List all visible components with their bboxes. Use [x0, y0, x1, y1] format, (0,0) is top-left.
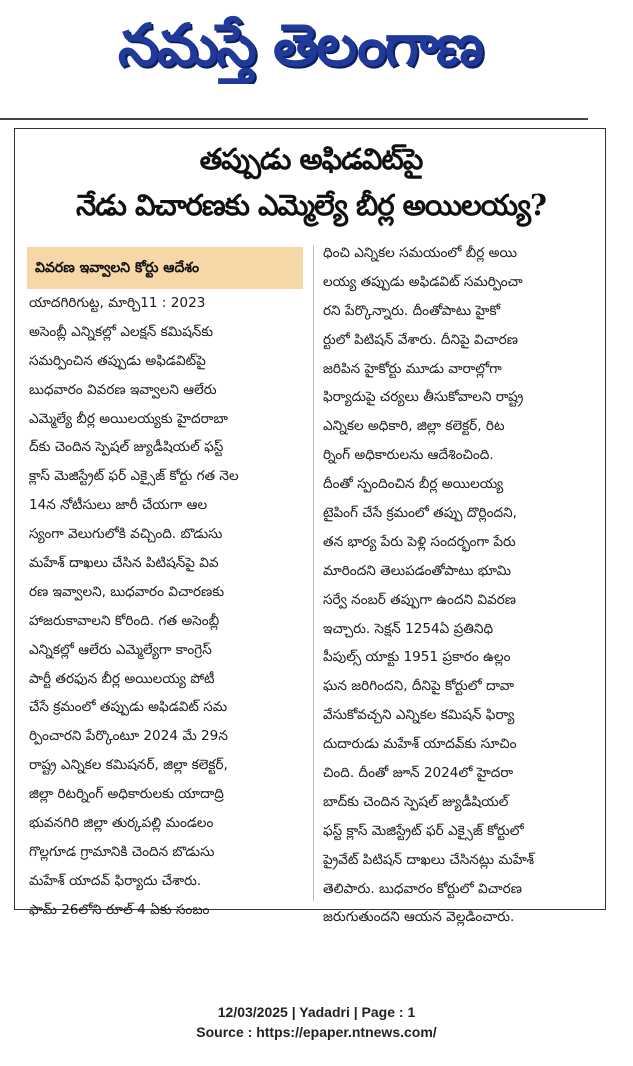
article-text-line: ప్రైవేట్ పిటిషన్ దాఖలు చేసినట్లు మహేశ్ — [323, 851, 535, 868]
article-column-1 — [29, 289, 307, 925]
article-text-line: బుధవారం వివరణ ఇవ్వాలని ఆలేరు — [29, 381, 217, 398]
source-line: Source : https://epaper.ntnews.com/ — [196, 1024, 437, 1040]
article-text-line: చింది. దీంతో జూన్ 2024లో హైదరా — [323, 765, 514, 782]
column-divider — [313, 245, 314, 901]
article-text-line: ర్టులో పిటిషన్ వేశారు. దీనిపై విచారణ — [323, 331, 518, 348]
article-text-line: మహేశ్ యాదవ్ ఫిర్యాదు చేశారు. — [29, 872, 202, 889]
article-text-line: ధించి ఎన్నికల సమయంలో బీర్ల అయి — [323, 245, 517, 261]
article-text-line: సమర్పించిన తప్పుడు అఫిడవిట్‌పై — [29, 352, 206, 369]
article-text-line: జరుగుతుందని ఆయన వెల్లడించారు. — [323, 909, 515, 926]
article-column-2 — [323, 239, 595, 932]
article-text-line: మారిందని తెలుపడంతోపాటు భూమి — [323, 562, 511, 579]
article-text-line: 14న నోటీసులు జారీ చేయగా ఆల — [29, 497, 208, 514]
article-text-line: ర్నింగ్ అధికారులను ఆదేశించింది. — [323, 447, 494, 464]
article-text-line: చేసే క్రమంలో తప్పుడు అఫిడవిట్ సమ — [29, 699, 228, 716]
article-text-line: వేసుకోవచ్చని ఎన్నికల కమిషన్ ఫిర్యా — [323, 707, 515, 724]
article-text-line: పీపుల్స్ యాక్టు 1951 ప్రకారం ఉల్లం — [323, 649, 511, 666]
article-text-line: హాజరుకావాలని కోరింది. గత అసెంబ్లీ — [29, 612, 220, 629]
masthead-rule — [0, 118, 588, 120]
article-text-line: ఫిర్యాదుపై చర్యలు తీసుకోవాలని రాష్ట్ర — [323, 389, 524, 406]
article-text-line: సర్వే నంబర్ తప్పుగా ఉందని వివరణ — [323, 591, 517, 608]
article-text-line: ర్పించారని పేర్కొంటూ 2024 మే 29న — [29, 728, 228, 745]
article-text-line: దుదారుడు మహేశ్ యాదవ్‌కు సూచిం — [323, 736, 517, 753]
article-text-line: ఇచ్చారు. సెక్షన్ 1254ఏ ప్రతినిధి — [323, 620, 494, 637]
article-text-line: ఎన్నికల అధికారి, జిల్లా కలెక్టర్, రిట — [323, 418, 505, 435]
article-text-line: తన భార్య పేరు పెళ్లి సందర్భంగా పేరు — [323, 533, 516, 550]
article-text-line: యాదగిరిగుట్ట, మార్చి11 : 2023 — [29, 295, 206, 311]
article-text-line: బాద్‌కు చెందిన స్పెషల్ జ్యుడీషియల్ — [323, 793, 509, 810]
article-text-line: రని పేర్కొన్నారు. దీంతోపాటు హైకో — [323, 302, 500, 319]
masthead — [0, 0, 633, 110]
article-text-line: ఎన్నికల్లో ఆలేరు ఎమ్మెల్యేగా కాంగ్రెస్ — [29, 641, 212, 658]
article-text-line: జిల్లా రిటర్నింగ్ అధికారులకు యాదాద్రి — [29, 786, 224, 803]
headline-line-1: తప్పుడు అఫిడవిట్‌పై — [199, 142, 423, 176]
article-text-line: మహేశ్ దాఖలు చేసిన పిటిషన్‌పై వివ — [29, 555, 219, 572]
subheadline: వివరణ ఇవ్వాలని కోర్టు ఆదేశం — [27, 247, 303, 289]
newspaper-logo: నమస్తే తెలంగాణ — [118, 11, 482, 79]
article-text-line: లయ్య తప్పుడు అఫిడవిట్ సమర్పించా — [323, 273, 523, 290]
article-text-line: భువనగిరి జిల్లా తుర్కపల్లి మండలం — [29, 815, 214, 832]
dateline: 12/03/2025 | Yadadri | Page : 1 — [217, 1004, 416, 1020]
article-text-line: తెలిపారు. బుధవారం కోర్టులో విచారణ — [323, 880, 522, 897]
article-text-line: ద్‌కు చెందిన స్పెషల్ జ్యుడీషియల్ ఫస్ట్ — [29, 439, 224, 456]
article-text-line: ఎమ్మెల్యే బీర్ల అయిలయ్యకు హైదరాబా — [29, 410, 228, 427]
article-text-line: గొల్లగూడ గ్రామానికి చెందిన బొడుసు — [29, 843, 215, 860]
article-text-line: క్లాస్ మెజిస్ట్రేట్ ఫర్ ఎక్సైజ్ కోర్టు గత నెల — [29, 468, 239, 485]
article-text-line: దీంతో స్పందించిన బీర్ల అయిలయ్య — [323, 476, 504, 493]
article-text-line: జరిపిన హైకోర్టు మూడు వారాల్లోగా — [323, 360, 502, 377]
headline-line-2: నేడు విచారణకు ఎమ్మెల్యే బీర్ల అయిలయ్య? — [76, 188, 546, 222]
article-text-line: ఫస్ట్ క్లాస్ మెజిస్ట్రేట్ ఫర్ ఎక్సైజ్ కోర్టులో — [323, 822, 524, 839]
article-text-line: టైపింగ్ చేసే క్రమంలో తప్పు దొర్లిందని, — [323, 505, 517, 522]
article-text-line: పార్టీ తరఫున బీర్ల అయిలయ్య పోటీ — [29, 670, 215, 687]
article-text-line: స్యంగా వెలుగులోకి వచ్చింది. బొడుసు — [29, 526, 223, 543]
article-text-line: రణ ఇవ్వాలని, బుధవారం విచారణకు — [29, 583, 225, 600]
article-clipping — [14, 128, 606, 926]
article-text-line: అసెంబ్లీ ఎన్నికల్లో ఎలక్షన్ కమిషన్‌కు — [29, 323, 214, 340]
article-text-line: ఫామ్ 26లోని రూల్ 4 ఏకు సంబం — [29, 901, 210, 918]
article-text-line: ఘన జరిగిందని, దీనిపై కోర్టులో దావా — [323, 678, 514, 695]
article-text-line: రాష్ట్ర ఎన్నికల కమిషనర్, జిల్లా కలెక్టర్, — [29, 757, 228, 774]
